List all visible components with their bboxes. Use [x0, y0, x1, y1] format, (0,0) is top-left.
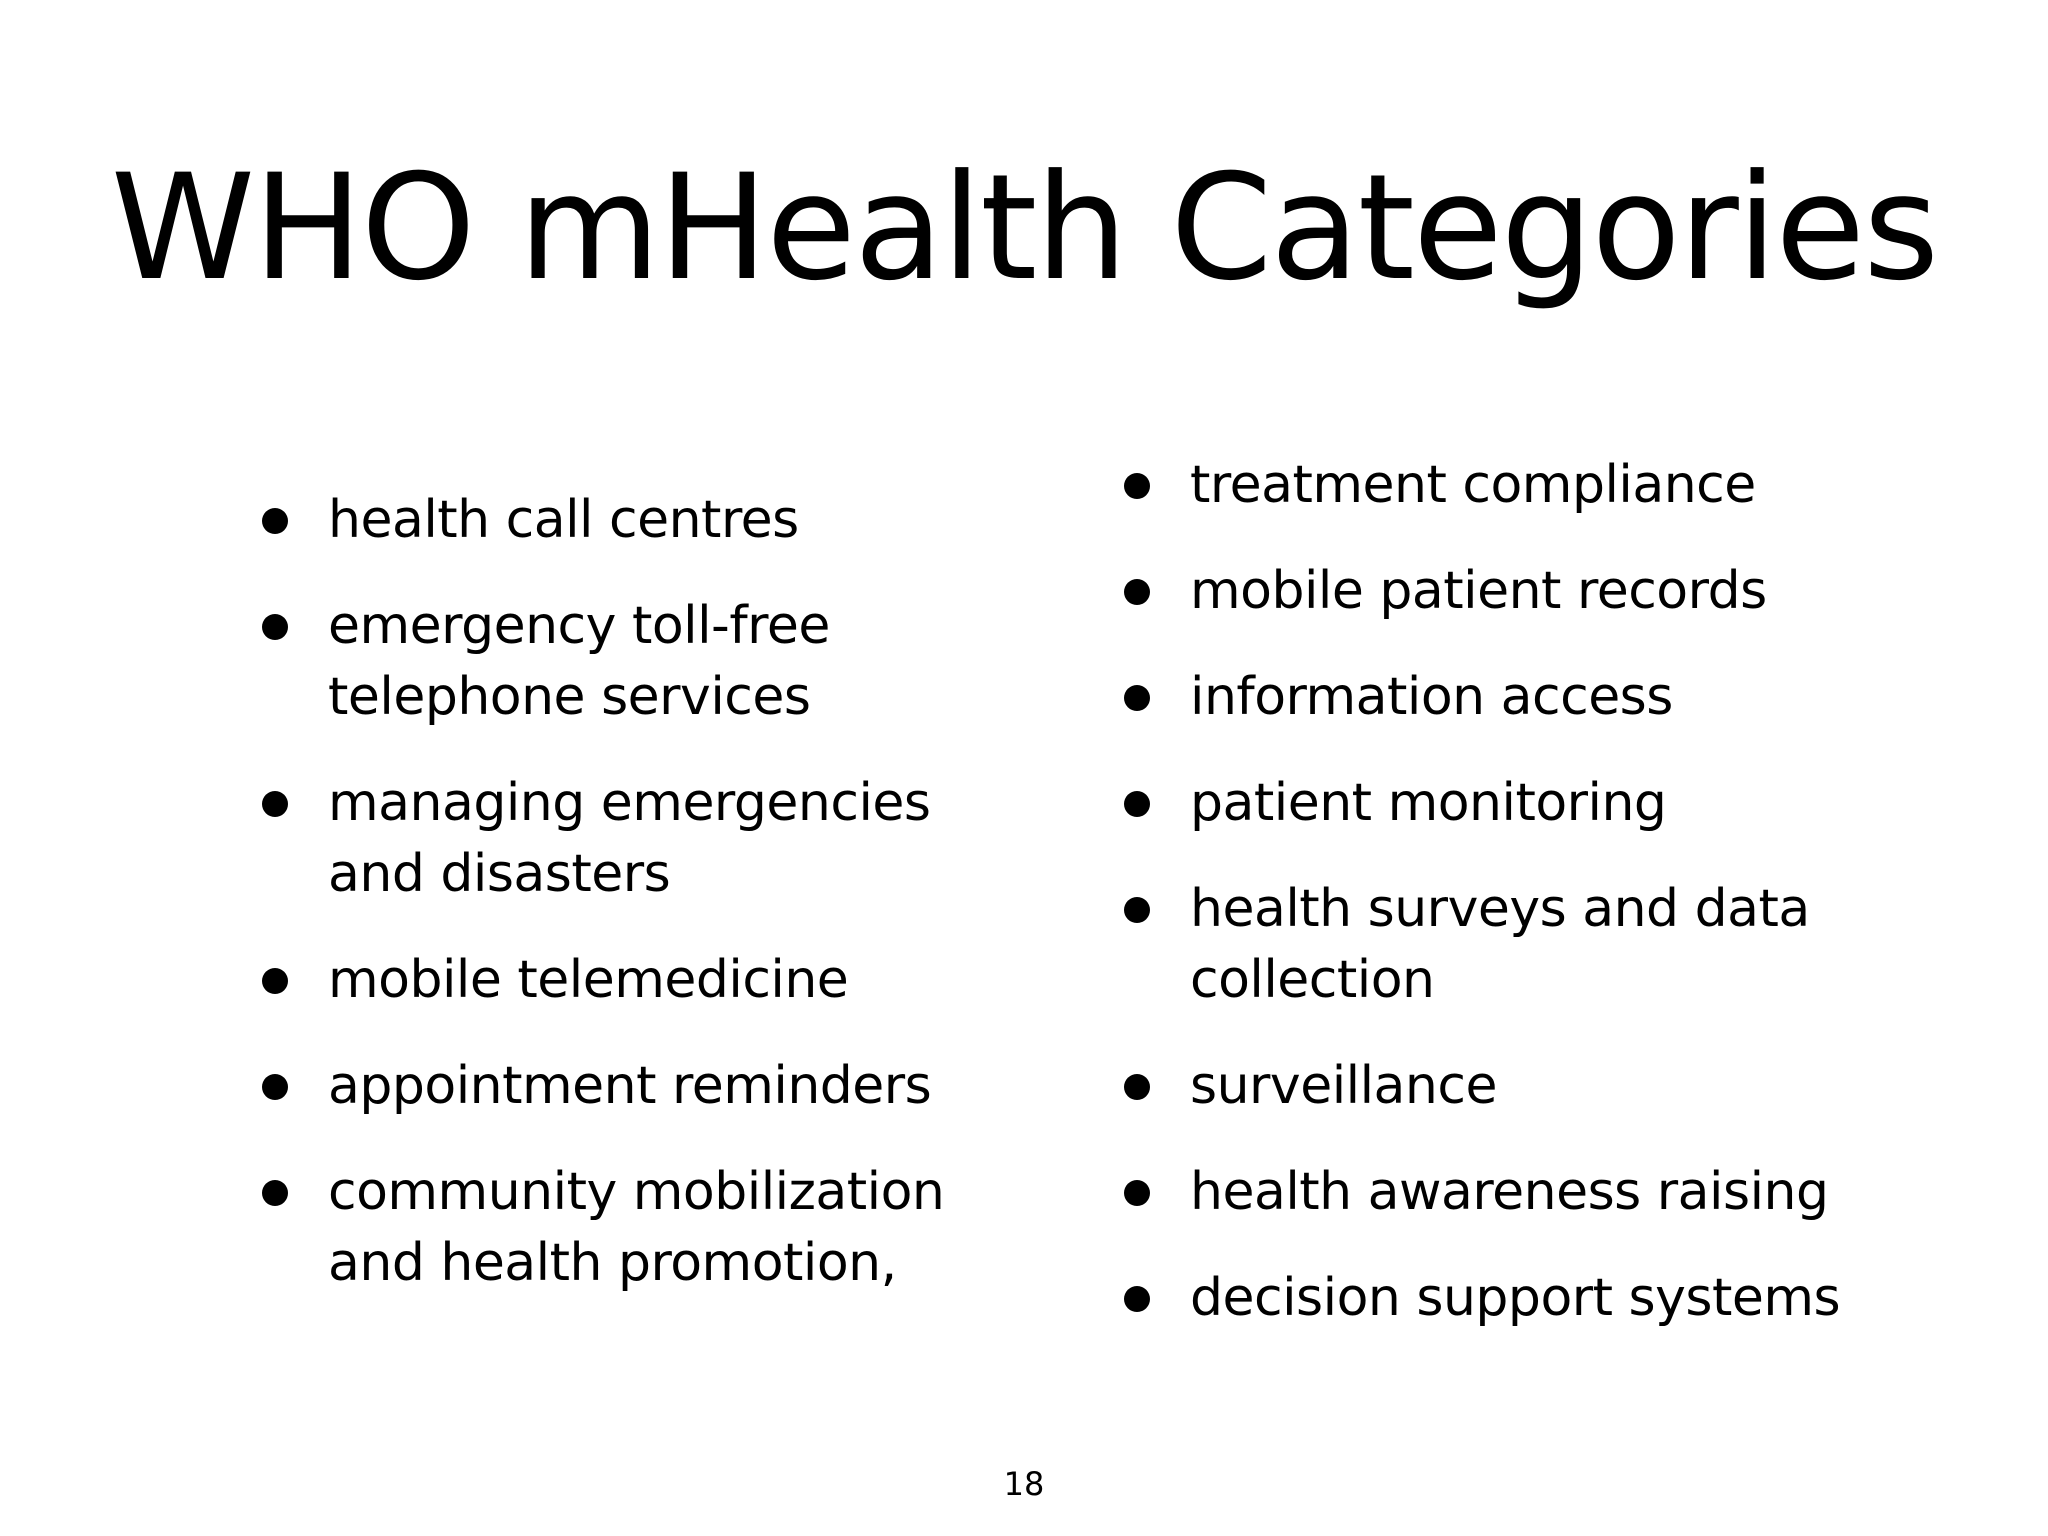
bullet-text: decision support systems	[1190, 1268, 1841, 1328]
bullet-text: surveillance	[1190, 1056, 1497, 1116]
list-item	[1124, 556, 1924, 627]
right-bullet-list	[1124, 450, 1924, 1369]
bullet-icon	[262, 591, 328, 640]
bullet-text: patient monitoring	[1190, 773, 1667, 833]
bullet-text: appointment reminders	[328, 1056, 932, 1116]
bullet-icon	[262, 485, 328, 534]
page-number: 18	[1003, 1465, 1045, 1503]
list-item	[1124, 1051, 1924, 1122]
bullet-icon	[1124, 450, 1190, 499]
bullet-text: information access	[1190, 667, 1673, 727]
list-item	[1124, 768, 1924, 839]
bullet-text: managing emergencies and disasters	[328, 773, 931, 904]
bullet-text: treatment compliance	[1190, 455, 1756, 515]
bullet-text: mobile patient records	[1190, 561, 1767, 621]
list-item	[1124, 1263, 1924, 1334]
bullet-text: mobile telemedicine	[328, 950, 849, 1010]
list-item	[262, 768, 1022, 910]
list-item	[262, 591, 1022, 733]
slide-title: WHO mHealth Categories	[110, 143, 1938, 313]
bullet-icon	[1124, 1157, 1190, 1206]
list-item	[1124, 662, 1924, 733]
bullet-text: health surveys and data collection	[1190, 879, 1810, 1010]
bullet-text: emergency toll-free telephone services	[328, 596, 830, 727]
list-item	[1124, 874, 1924, 1016]
bullet-text: health call centres	[328, 490, 799, 550]
bullet-icon	[1124, 1051, 1190, 1100]
bullet-icon	[1124, 556, 1190, 605]
bullet-icon	[262, 945, 328, 994]
left-bullet-list	[262, 485, 1022, 1334]
bullet-icon	[262, 1051, 328, 1100]
bullet-icon	[1124, 874, 1190, 923]
list-item	[262, 1157, 1022, 1299]
bullet-icon	[1124, 662, 1190, 711]
list-item	[262, 1051, 1022, 1122]
list-item	[262, 485, 1022, 556]
bullet-icon	[1124, 1263, 1190, 1312]
bullet-icon	[262, 1157, 328, 1206]
list-item	[1124, 450, 1924, 521]
bullet-icon	[262, 768, 328, 817]
list-item	[1124, 1157, 1924, 1228]
bullet-text: community mobilization and health promotion,	[328, 1162, 945, 1293]
bullet-text: health awareness raising	[1190, 1162, 1829, 1222]
list-item	[262, 945, 1022, 1016]
bullet-icon	[1124, 768, 1190, 817]
